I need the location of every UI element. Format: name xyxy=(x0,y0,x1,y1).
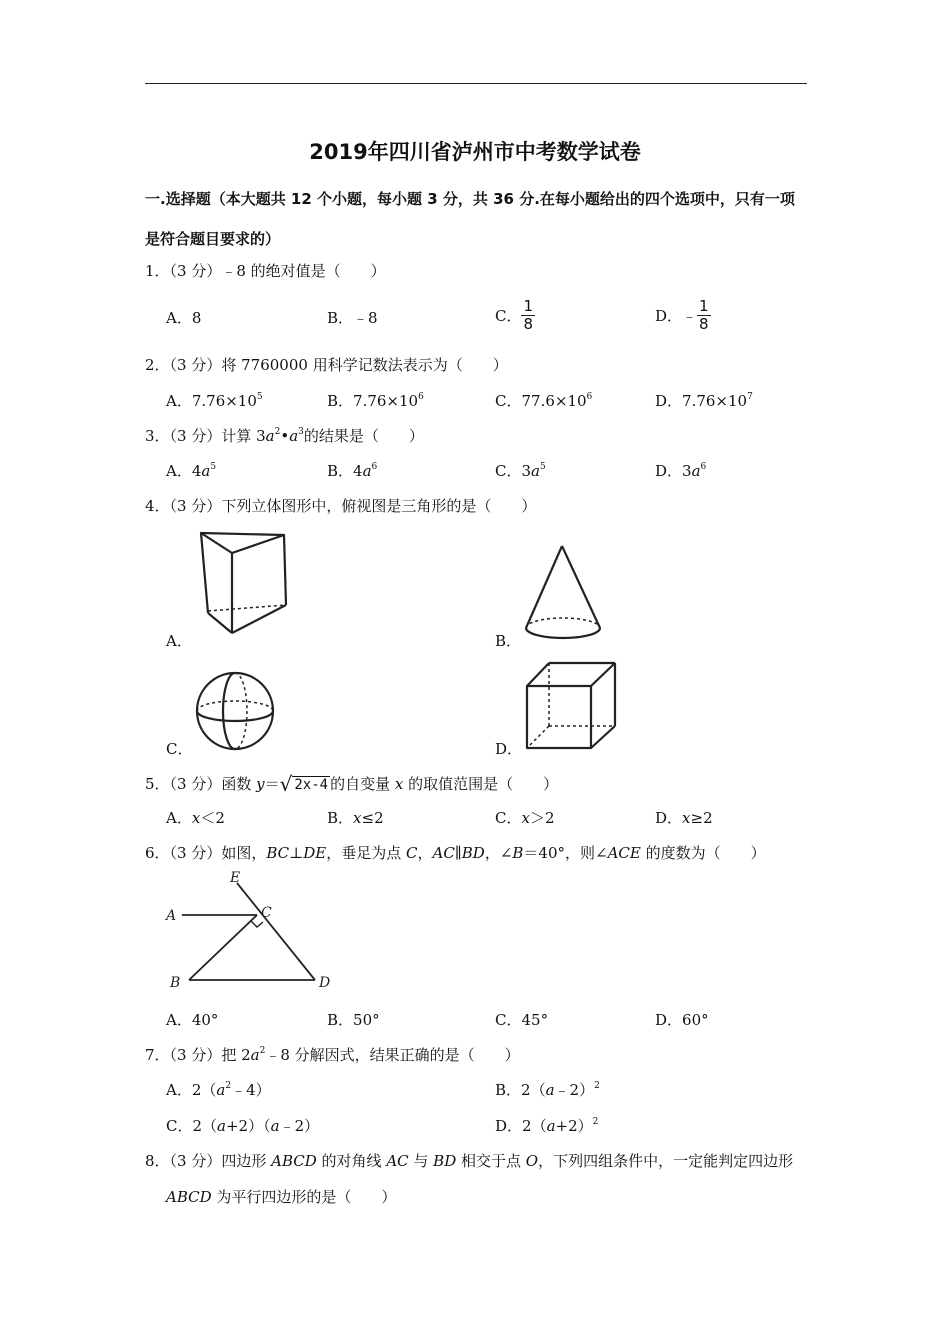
question-3-stem: 3．（3 分）计算 $3a^2•a^3$的结果是（ ） xyxy=(145,427,424,445)
point-label-d: D xyxy=(319,975,331,991)
q4-option-c-label: C． xyxy=(166,740,193,758)
point-label-e: E xyxy=(230,870,241,886)
q1-option-a: A．8 xyxy=(166,309,202,327)
q4-option-a-label: A． xyxy=(166,632,192,650)
q4-option-b-label: B． xyxy=(495,632,522,650)
q7-option-b: B．2（a﹣2）$^2$ xyxy=(495,1081,600,1099)
question-2-stem: 2．（3 分）将 7760000 用科学记数法表示为（ ） xyxy=(145,356,508,374)
q4-option-d-label: D． xyxy=(495,740,523,758)
q1-option-c: C． $\frac{1}{8}$ xyxy=(495,297,534,333)
question-7-stem: 7．（3 分）把 $2a^2﹣8$ 分解因式，结果正确的是（ ） xyxy=(145,1046,520,1064)
q3-option-a: A．$4a^5$ xyxy=(166,462,217,480)
triangular-prism-figure xyxy=(195,525,295,640)
section-heading-line1: 一.选择题（本大题共 12 个小题，每小题 3 分，共 36 分.在每小题给出的四个选项中，只有一项 xyxy=(145,190,795,208)
radical-sign: √ xyxy=(279,772,293,796)
question-6-stem: 6．（3 分）如图，BC⊥DE，垂足为点 C，AC∥BD，∠B＝40°，则∠ACE 的度数为（ ） xyxy=(145,844,766,862)
header-rule xyxy=(145,83,807,84)
q1-option-b: B．﹣8 xyxy=(327,309,378,327)
cube-figure xyxy=(522,658,622,753)
question-1-stem: 1．（3 分）﹣8 的绝对值是（ ） xyxy=(145,262,386,280)
q5-option-d: D．x≥2 xyxy=(655,809,713,827)
section-heading-line2: 是符合题目要求的） xyxy=(145,230,281,248)
q2-option-b: B．$7.76\times 10^6$ xyxy=(327,392,424,410)
question-8-stem-line1: 8．（3 分）四边形 ABCD 的对角线 AC 与 BD 相交于点 O，下列四组条件中，一定能判定四边形 xyxy=(145,1152,794,1170)
q2-option-a: A．$7.76\times 10^5$ xyxy=(166,392,263,410)
question-8-stem-line2: ABCD 为平行四边形的是（ ） xyxy=(166,1188,397,1206)
point-label-a: A xyxy=(166,908,177,924)
question-4-stem: 4．（3 分）下列立体图形中，俯视图是三角形的是（ ） xyxy=(145,497,537,515)
q2-option-d: D．$7.76\times 10^7$ xyxy=(655,392,753,410)
q3-option-d: D．$3a^6$ xyxy=(655,462,707,480)
geometry-figure-q6 xyxy=(160,865,340,995)
question-5-stem: 5．（3 分）函数 y＝√ 2x-4 的自变量 x 的取值范围是（ ） xyxy=(145,772,559,796)
q5-option-c: C．x＞2 xyxy=(495,809,555,827)
q3-option-c: C．$3a^5$ xyxy=(495,462,546,480)
q7-option-c: C．2（a+2）（a﹣2） xyxy=(166,1117,320,1135)
q6-option-c: C．45° xyxy=(495,1011,549,1029)
q5-option-b: B．x≤2 xyxy=(327,809,384,827)
radicand: 2x-4 xyxy=(294,777,329,793)
q2-option-c: C．$77.6\times 10^6$ xyxy=(495,392,593,410)
page-title: 2019年四川省泸州市中考数学试卷 xyxy=(309,140,641,164)
cone-figure xyxy=(520,540,610,645)
q7-option-a: A．$2(a^2﹣4)$ xyxy=(166,1081,271,1099)
fraction: $\frac{1}{8}$ xyxy=(699,297,709,333)
q3-option-b: B．$4a^6$ xyxy=(327,462,378,480)
q1-option-d: D．﹣ $\frac{1}{8}$ xyxy=(655,297,709,333)
point-label-c: C xyxy=(261,905,272,921)
point-label-b: B xyxy=(170,975,181,991)
q7-option-d: D．$2(a+2)^2$ xyxy=(495,1117,599,1135)
q6-option-d: D．60° xyxy=(655,1011,709,1029)
sphere-figure xyxy=(192,668,282,758)
q6-option-b: B．50° xyxy=(327,1011,380,1029)
q5-option-a: A．x＜2 xyxy=(166,809,225,827)
fraction: $\frac{1}{8}$ xyxy=(523,297,534,333)
q6-option-a: A．40° xyxy=(166,1011,219,1029)
